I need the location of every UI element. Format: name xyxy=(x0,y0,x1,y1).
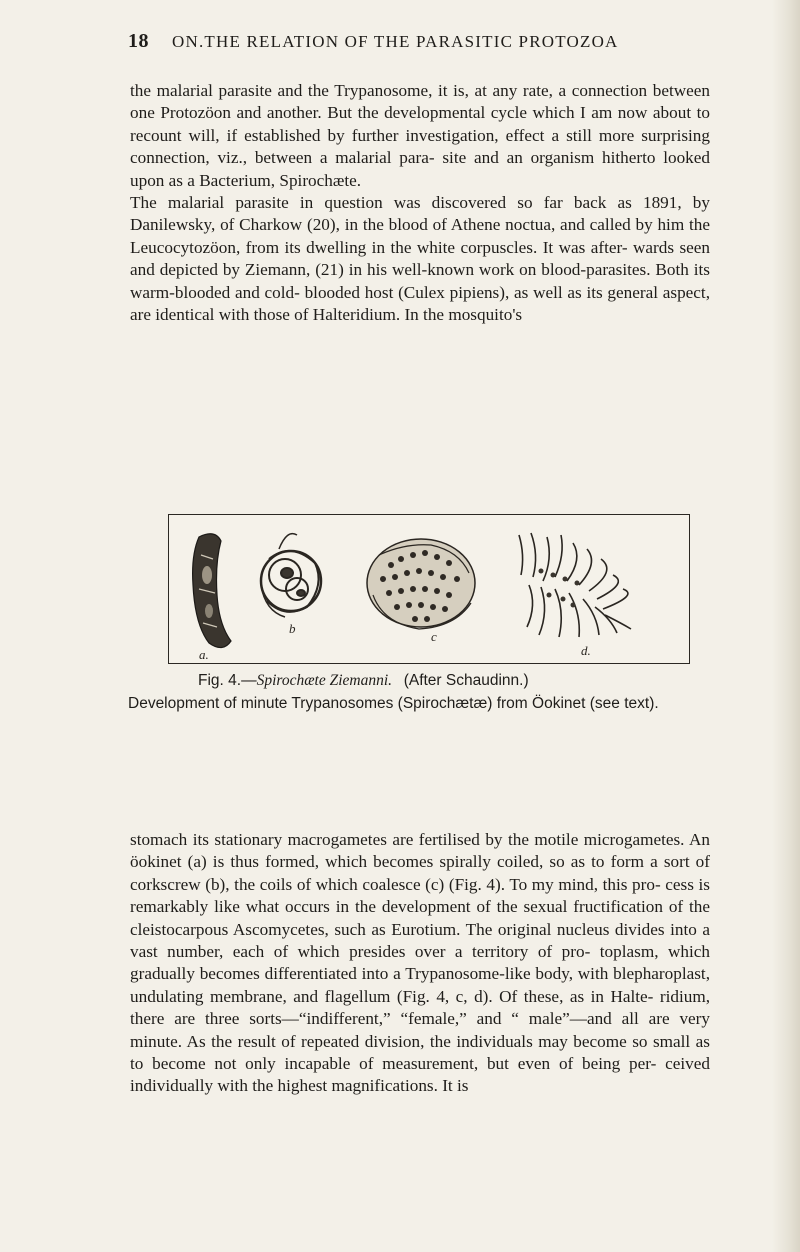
figure-panel-a xyxy=(193,534,231,648)
figure-panel-d xyxy=(519,533,631,637)
figure-label-c: c xyxy=(431,629,437,644)
figure-panel-b xyxy=(261,534,321,617)
paragraph-1: the malarial parasite and the Trypanosome, it is, at any rate, a connection between one Protozöon and another. But the developmental cycle which I am now about to recount will, if established by further investigation, effect a still more surprising connection, viz., between a malarial para- site and an organism hitherto looked upon as a Bacterium, Spirochæte. xyxy=(130,81,710,190)
running-head: ON.THE RELATION OF THE PARASITIC PROTOZOA xyxy=(172,32,619,51)
caption-credit: (After Schaudinn.) xyxy=(403,672,529,689)
page-number: 18 xyxy=(128,30,149,52)
body-text-bottom xyxy=(130,829,710,1098)
figure-caption-title xyxy=(198,672,698,690)
caption-species: Spirochæte Ziemanni. xyxy=(256,672,393,689)
figure-panel-c xyxy=(367,539,475,629)
figure-4-illustration xyxy=(168,514,690,664)
body-text-top xyxy=(130,80,710,326)
figure-drawing xyxy=(169,515,689,663)
paragraph-3: stomach its stationary macrogametes are fertilised by the motile microgametes. An öokinet (a) is thus formed, which becomes spirally coiled, so as to form a sort of corkscrew (b), the coils of which coalesce (c) (Fig. 4). To my mind, this pro- cess is remarkably like what occurs in the development of the sexual fructification of the cleistocarpous Ascomycetes, such as Eurotium. The original nucleus divides into a vast number, each of which presides over a territory of pro- toplasm, which gradually becomes differentiated into a Trypanosome-like body, with blepharoplast, undulating membrane, and flagellum (Fig. 4, c, d). Of these, as in Halte- ridium, there are three sorts—“indifferent,” “female,” and “ male”—and all are very minute. As the result of repeated division, the individuals may become so small as to become not only incapable of measurement, but even of being per- ceived individually with the highest magnifications. It is xyxy=(130,830,710,1096)
figure-label-a: a. xyxy=(199,647,209,662)
figure-caption-body: Development of minute Trypanosomes (Spirochætæ) from Öokinet (see text). xyxy=(128,695,659,712)
page-edge-shadow xyxy=(772,0,800,1252)
caption-label: Fig. 4.— xyxy=(198,672,257,689)
page-header xyxy=(128,30,688,58)
figure-label-d: d. xyxy=(581,643,591,658)
paragraph-2: The malarial parasite in question was discovered so far back as 1891, by Danilewsky, of Charkow (20), in the blood of Athene noctua, and called by him the Leucocytozöon, from its dwelling in the white corpuscles. It was after- wards seen and depicted by Ziemann, (21) in his well-known work on blood-parasites. Both its warm-blooded and cold- blooded host (Culex pipiens), as well as its general aspect, are identical with those of Halteridium. In the mosquito's xyxy=(130,193,710,325)
figure-label-b: b xyxy=(289,621,296,636)
